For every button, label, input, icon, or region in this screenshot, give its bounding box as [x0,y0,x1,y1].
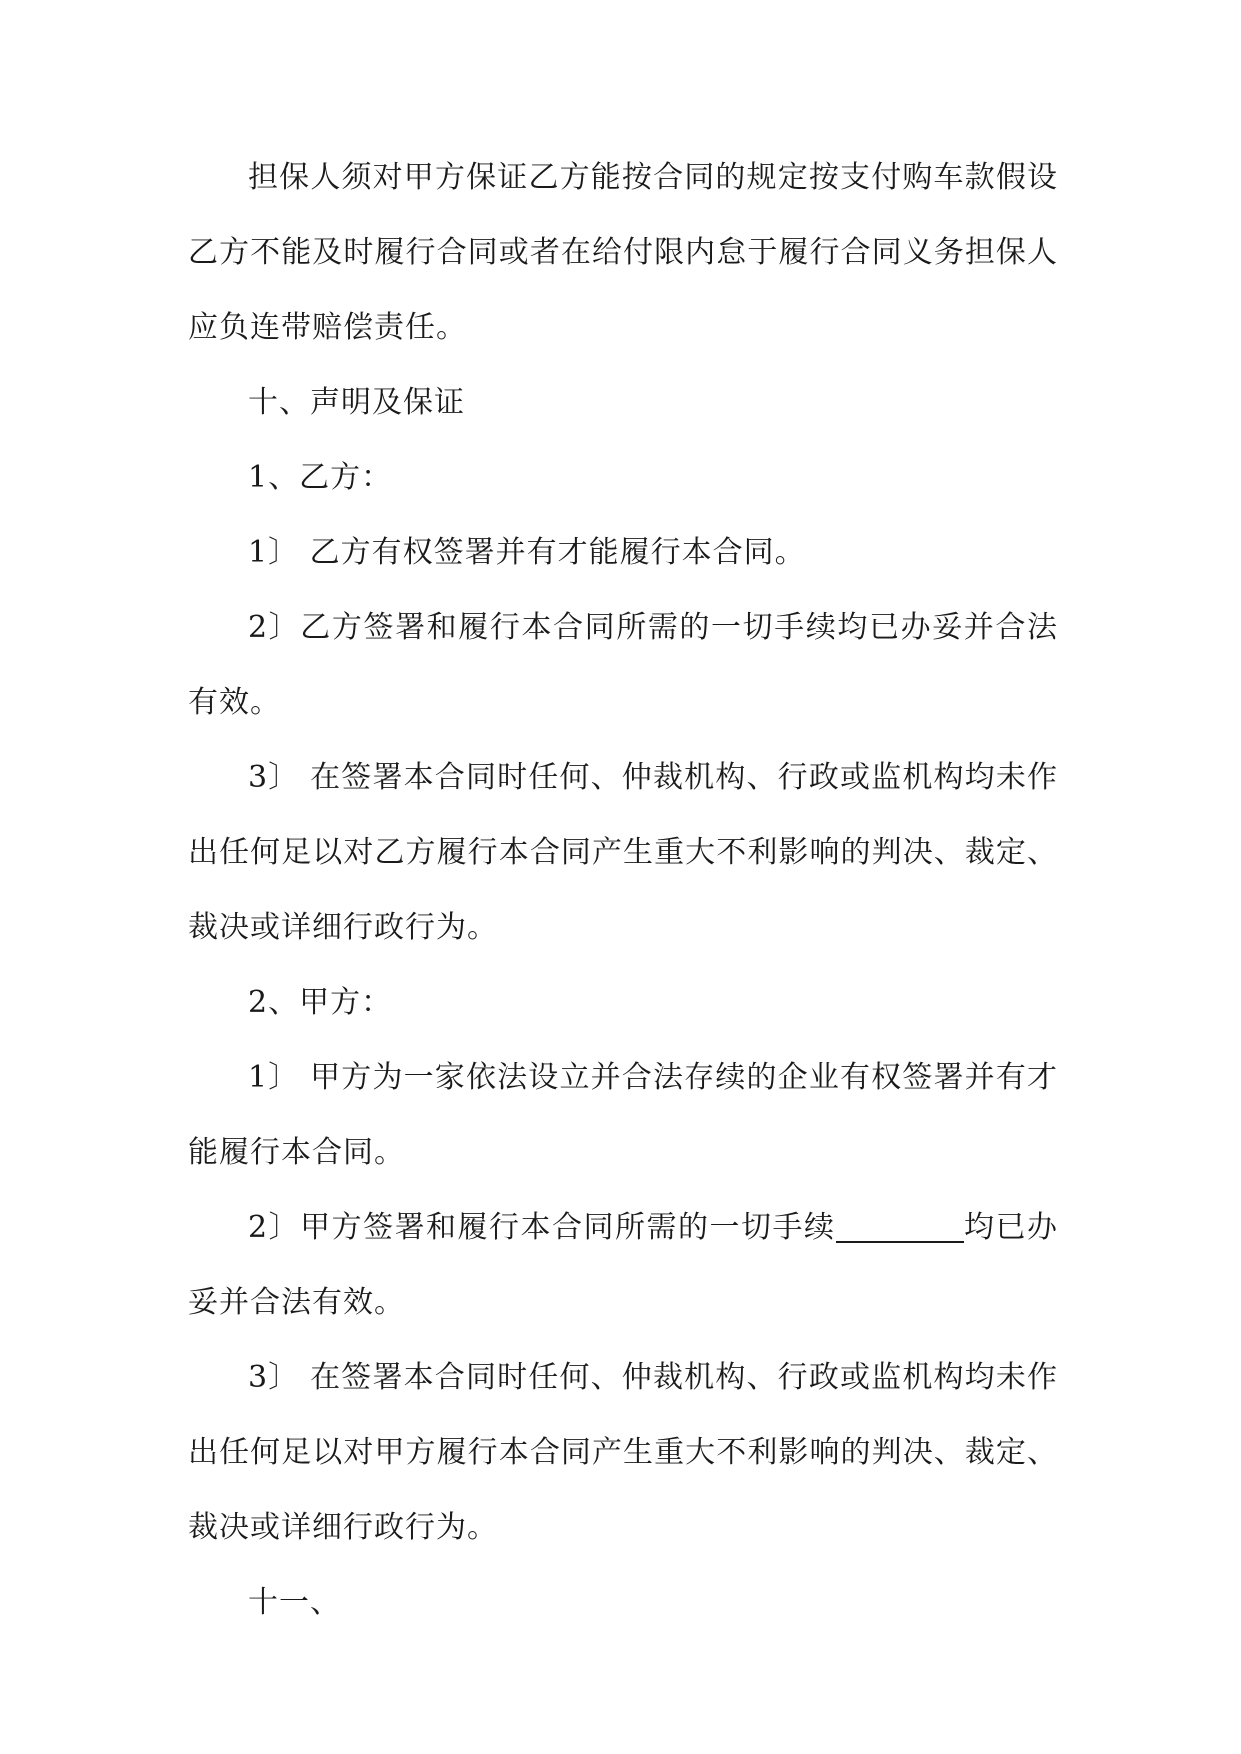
clause-a-2 [188,1190,1058,1340]
section-heading-declarations: 十、声明及保证 [248,385,465,420]
subsection-party-b: 1、乙方： [248,460,393,495]
paragraph-guarantor-liability: 担保人须对甲方保证乙方能按合同的规定按支付购车款假设乙方不能及时履行合同或者在给付限内怠于履行合同义务担保人应负连带赔偿责任。 [188,160,1058,345]
fill-in-blank-line [836,1211,964,1243]
section-heading-eleven: 十一、 [248,1585,341,1620]
subsection-party-a: 2、甲方： [248,985,393,1020]
clause-a-2-after: 均已办妥并合法有效。 [188,1210,1059,1320]
clause-a-1: 1〕 甲方为一家依法设立并合法存续的企业有权签署并有才能履行本合同。 [188,1060,1058,1170]
clause-a-2-before: 2〕甲方签署和履行本合同所需的一切手续 [248,1210,836,1245]
clause-b-3: 3〕 在签署本合同时任何、仲裁机构、行政或监机构均未作出任何足以对乙方履行本合同产生重大不利影响的判决、裁定、裁决或详细行政行为。 [188,760,1058,945]
clause-a-3: 3〕 在签署本合同时任何、仲裁机构、行政或监机构均未作出任何足以对甲方履行本合同产生重大不利影响的判决、裁定、裁决或详细行政行为。 [188,1360,1058,1545]
clause-b-2: 2〕乙方签署和履行本合同所需的一切手续均已办妥并合法有效。 [188,610,1058,720]
document-page [188,140,1058,1640]
clause-b-1: 1〕 乙方有权签署并有才能履行本合同。 [248,535,806,570]
